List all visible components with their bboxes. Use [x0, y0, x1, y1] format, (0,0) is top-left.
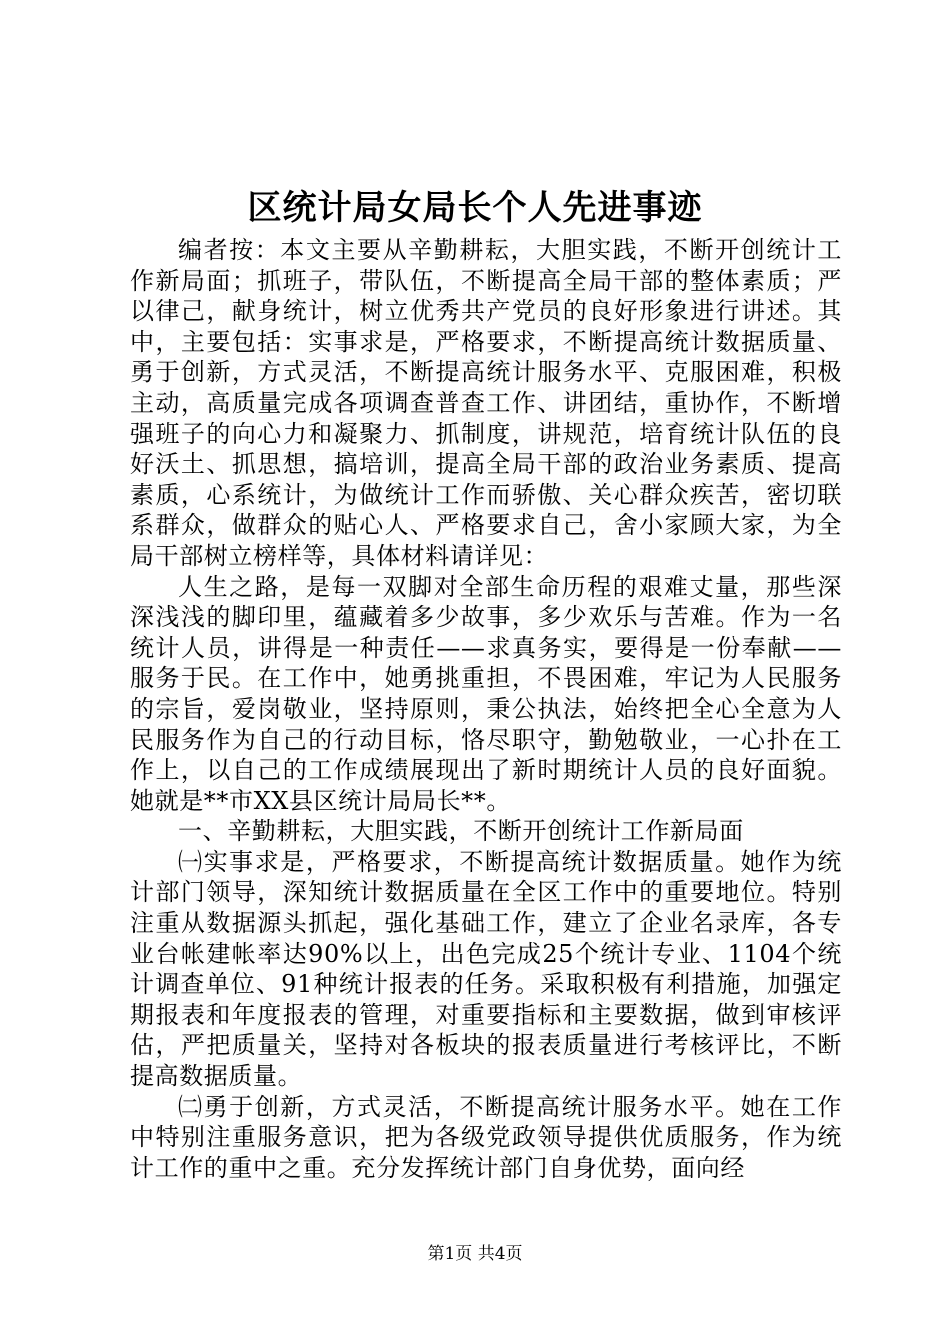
- page-number-footer: 第1页 共4页: [427, 1244, 523, 1264]
- section-heading: 一、辛勤耕耘，大胆实践，不断开创统计工作新局面: [178, 817, 744, 846]
- intro-paragraph: 人生之路，是每一双脚对全部生命历程的艰难丈量，那些深深浅浅的脚印里，蕴藏着多少故事，多少欢乐与苦难。作为一名统计人员，讲得是一种责任——求真务实，要得是一份奉献——服务于民。在工作中，她勇挑重担，不畏困难，牢记为人民服务的宗旨，爱岗敬业，坚持原则，秉公执法，始终把全心全意为人民服务作为自己的行动目标，恪尽职守，勤勉敬业，一心扑在工作上，以自己的工作成绩展现出了新时期统计人员的良好面貌。她就是**市XX县区统计局局长**。: [130, 572, 842, 815]
- document-title: 区统计局女局长个人先进事迹: [247, 188, 703, 228]
- editor-note-paragraph: 编者按：本文主要从辛勤耕耘，大胆实践，不断开创统计工作新局面；抓班子，带队伍，不断提高全局干部的整体素质；严以律己，献身统计，树立优秀共产党员的良好形象进行讲述。其中，主要包括：实事求是，严格要求，不断提高统计数据质量、勇于创新，方式灵活，不断提高统计服务水平、克服困难，积极主动，高质量完成各项调查普查工作、讲团结，重协作，不断增强班子的向心力和凝聚力、抓制度，讲规范，培育统计队伍的良好沃土、抓思想，搞培训，提高全局干部的政治业务素质、提高素质，心系统计，为做统计工作而骄傲、关心群众疾苦，密切联系群众，做群众的贴心人、严格要求自己，舍小家顾大家，为全局干部树立榜样等，具体材料请详见：: [130, 236, 842, 570]
- subsection-paragraph-1: ㈠实事求是，严格要求，不断提高统计数据质量。她作为统计部门领导，深知统计数据质量在全区工作中的重要地位。特别注重从数据源头抓起，强化基础工作，建立了企业名录库，各专业台帐建帐率达90%以上，出色完成25个统计专业、1104个统计调查单位、91种统计报表的任务。采取积极有利措施，加强定期报表和年度报表的管理，对重要指标和主要数据，做到审核评估，严把质量关，坚持对各板块的报表质量进行考核评比，不断提高数据质量。: [130, 847, 842, 1091]
- subsection-paragraph-2: ㈡勇于创新，方式灵活，不断提高统计服务水平。她在工作中特别注重服务意识，把为各级党政领导提供优质服务，作为统计工作的重中之重。充分发挥统计部门自身优势，面向经: [130, 1092, 842, 1182]
- document-body: [130, 235, 842, 1183]
